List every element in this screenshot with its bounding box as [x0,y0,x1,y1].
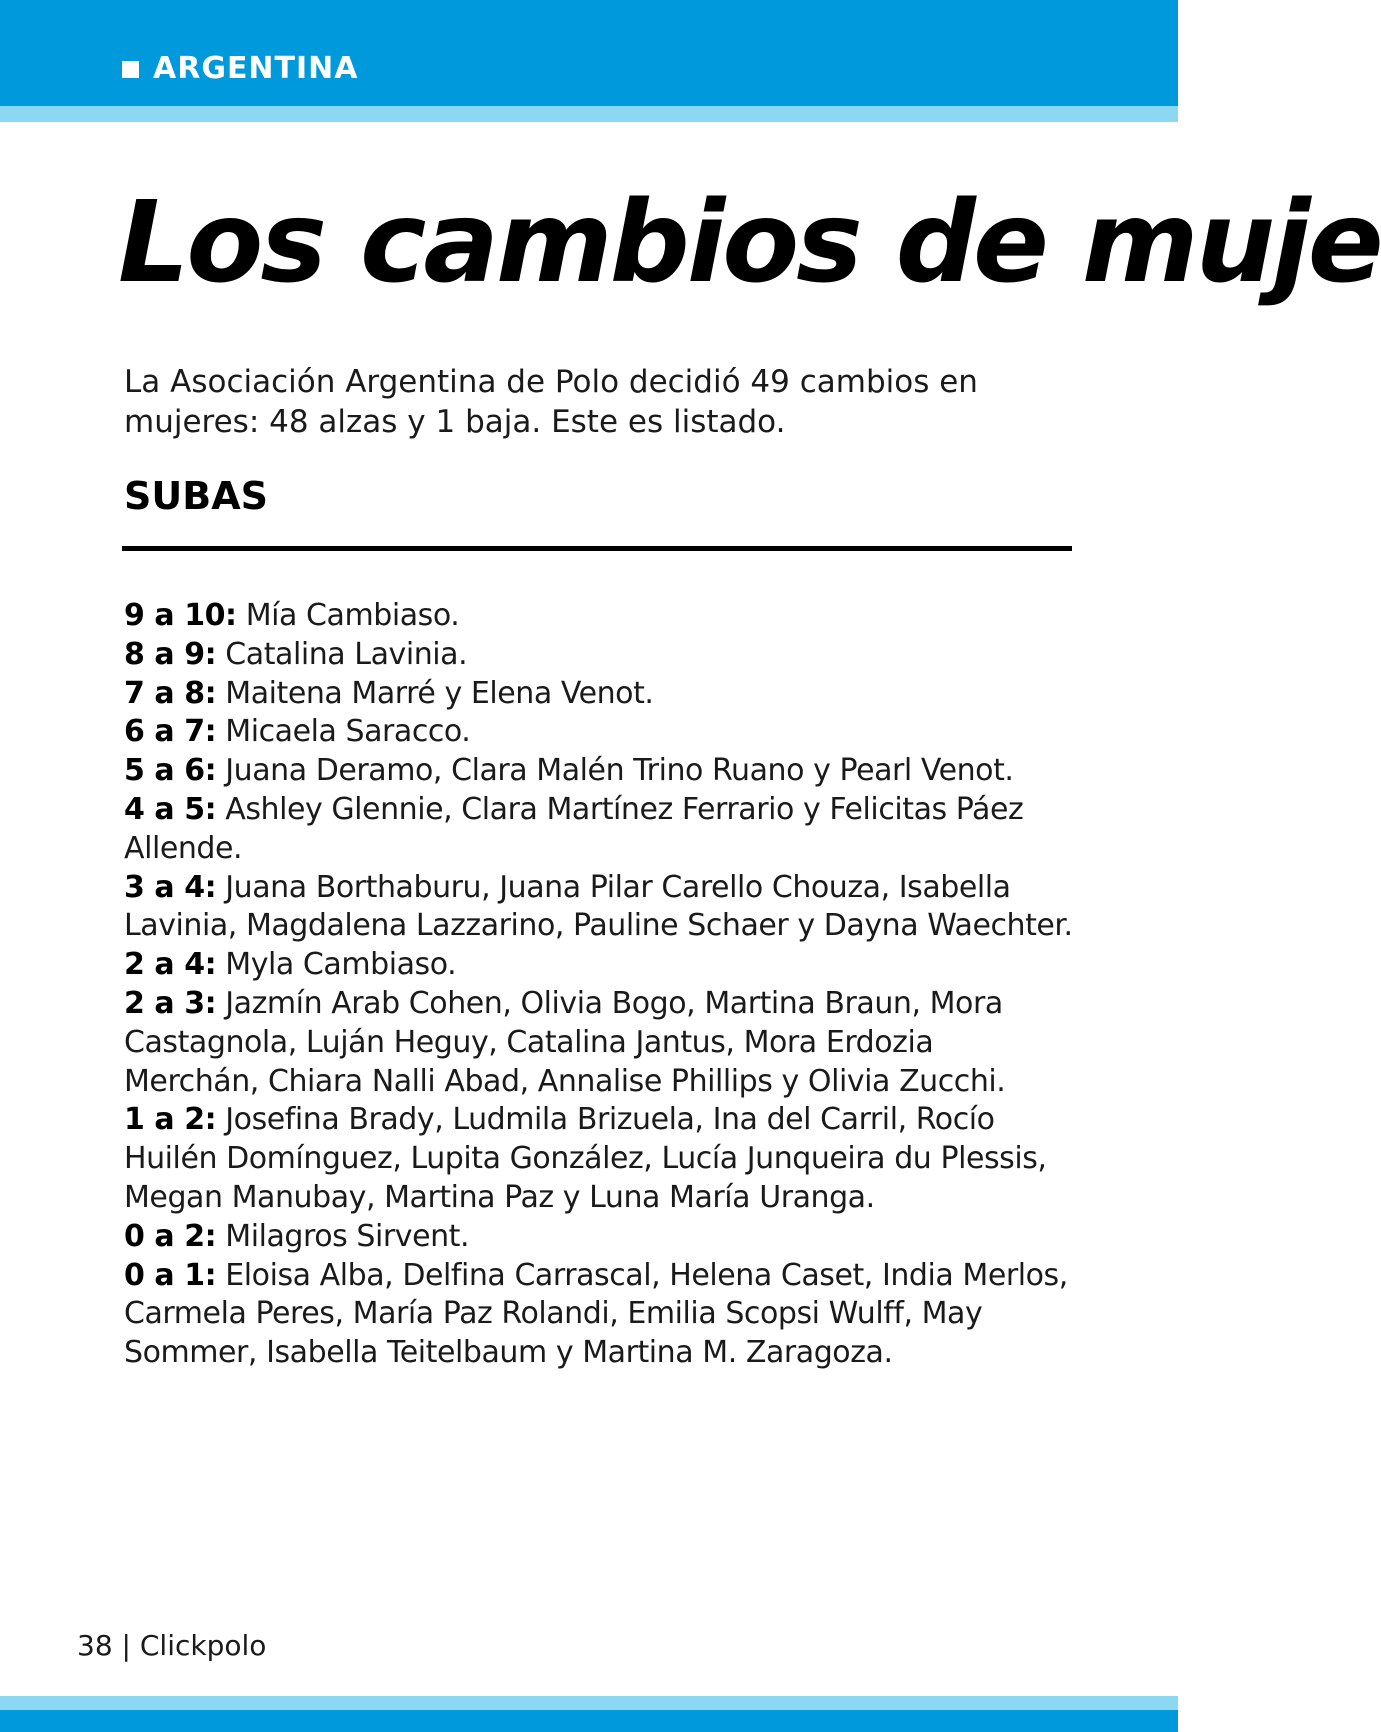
change-players: Juana Deramo, Clara Malén Trino Ruano y Pearl Venot. [225,753,1014,789]
change-players: Micaela Saracco. [225,714,471,750]
list-item [124,713,1074,752]
list-item [124,752,1074,791]
change-players: Josefina Brady, Ludmila Brizuela, Ina del Carril, Rocío Huilén Domínguez, Lupita González, Lucía Junqueira du Plessis, Megan Manubay, Martina Paz y Luna María Uranga. [124,1102,1047,1215]
section-divider [122,546,1072,551]
section-subhead: SUBAS [124,474,268,518]
article-intro: La Asociación Argentina de Polo decidió 49 cambios en mujeres: 48 alzas y 1 baja. Este es listado. [124,364,978,440]
change-players: Eloisa Alba, Delfina Carrascal, Helena Caset, India Merlos, Carmela Peres, María Paz Rolandi, Emilia Scopsi Wulff, May Sommer, Isabella Teitelbaum y Martina M. Zaragoza. [124,1257,1068,1371]
change-range: 0 a 1: [124,1257,217,1293]
change-players: Myla Cambiaso. [225,947,457,983]
change-range: 0 a 2: [124,1218,217,1254]
change-players: Juana Borthaburu, Juana Pilar Carello Chouza, Isabella Lavinia, Magdalena Lazzarino, Pauline Schaer y Dayna Waechter. [124,869,1073,944]
list-item [124,1218,1074,1257]
article-title: Los cambios de muje [118,178,1381,308]
change-range: 5 a 6: [124,753,217,789]
list-item [124,1101,1074,1217]
list-item [124,946,1074,985]
change-players: Mía Cambiaso. [245,598,460,633]
list-item [124,636,1074,675]
change-range: 2 a 3: [124,985,217,1021]
change-range: 2 a 4: [124,947,217,983]
footer-band [0,1710,1178,1732]
change-players: Ashley Glennie, Clara Martínez Ferrario y Felicitas Páez Allende. [124,791,1024,866]
header-stripe [0,106,1178,122]
section-tag [122,50,359,88]
change-range: 3 a 4: [124,869,217,905]
change-range: 1 a 2: [124,1102,217,1138]
page-credit: 38 | Clickpolo [77,1629,267,1662]
list-item [124,675,1074,714]
list-item [124,791,1074,869]
square-icon [122,61,139,78]
list-item [124,597,1074,636]
change-range: 9 a 10: [124,598,237,633]
change-range: 7 a 8: [124,675,217,711]
list-item [124,869,1074,947]
footer-stripe [0,1696,1178,1710]
change-players: Catalina Lavinia. [225,636,468,672]
list-item [124,1257,1074,1373]
changes-list [124,597,1074,1373]
change-players: Jazmín Arab Cohen, Olivia Bogo, Martina Braun, Mora Castagnola, Luján Heguy, Catalina Jantus, Mora Erdozia Merchán, Chiara Nalli Abad, Annalise Phillips y Olivia Zucchi. [124,985,1006,1099]
change-range: 6 a 7: [124,714,217,750]
section-label: ARGENTINA [153,51,359,86]
change-range: 8 a 9: [124,636,217,672]
change-range: 4 a 5: [124,791,217,827]
change-players: Milagros Sirvent. [225,1218,470,1254]
list-item [124,985,1074,1101]
change-players: Maitena Marré y Elena Venot. [225,675,654,711]
